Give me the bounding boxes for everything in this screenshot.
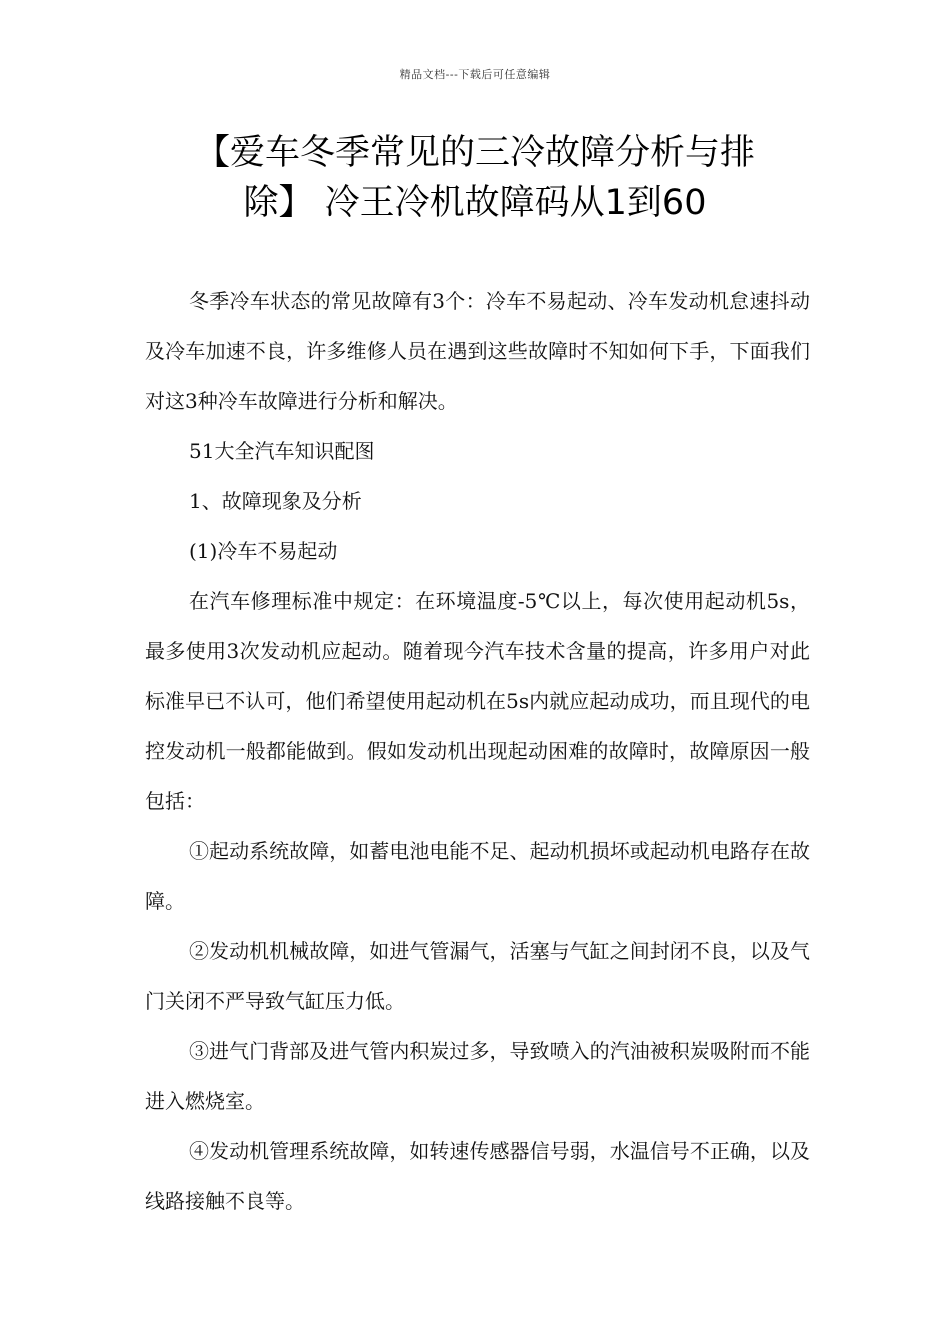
section-heading: 1、故障现象及分析 — [189, 489, 362, 513]
paragraph-intro: 冬季冷车状态的常见故障有3个：冷车不易起动、冷车发动机怠速抖动及冷车加速不良，许多维修人员在遇到这些故障时不知如何下手，下面我们对这3种冷车故障进行分析和解决。 — [145, 289, 810, 413]
document-title — [150, 128, 800, 228]
list-item-cause-1: ①起动系统故障，如蓄电池电能不足、起动机损坏或起动机电路存在故障。 — [145, 839, 810, 913]
paragraph-image-caption: 51大全汽车知识配图 — [189, 439, 375, 463]
subsection-heading: (1)冷车不易起动 — [189, 539, 338, 563]
header-note: 精品文档---下载后可任意编辑 — [399, 68, 551, 81]
title-line-2: 除】 冷王冷机故障码从1到60 — [243, 183, 707, 223]
paragraph-standard: 在汽车修理标准中规定：在环境温度-5℃以上，每次使用起动机5s，最多使用3次发动机应起动。随着现今汽车技术含量的提高，许多用户对此标准早已不认可，他们希望使用起动机在5s内就应起动成功，而且现代的电控发动机一般都能做到。假如发动机出现起动困难的故障时，故障原因一般包括： — [145, 589, 810, 813]
title-line-1: 【爱车冬季常见的三冷故障分析与排 — [194, 133, 755, 173]
document-body — [145, 276, 810, 1226]
list-item-cause-4: ④发动机管理系统故障，如转速传感器信号弱，水温信号不正确，以及线路接触不良等。 — [145, 1139, 810, 1213]
list-item-cause-2: ②发动机机械故障，如进气管漏气，活塞与气缸之间封闭不良，以及气门关闭不严导致气缸压力低。 — [145, 939, 810, 1013]
list-item-cause-3: ③进气门背部及进气管内积炭过多，导致喷入的汽油被积炭吸附而不能进入燃烧室。 — [145, 1039, 810, 1113]
